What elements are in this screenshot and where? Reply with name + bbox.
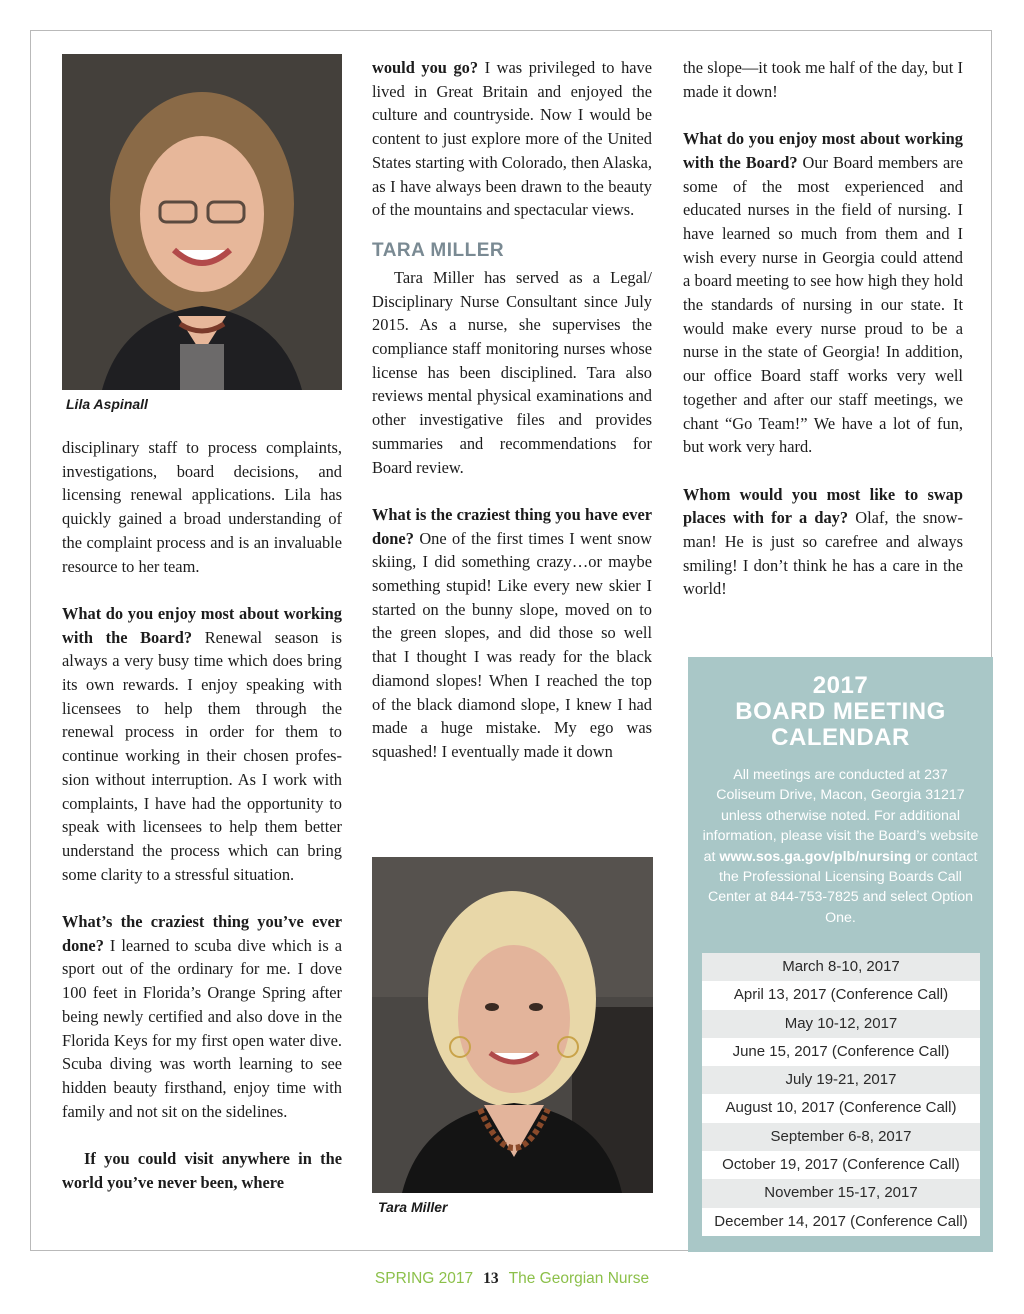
calendar-info-text-1: All meetings are conducted at 237 Coliseum Drive, Macon, Georgia 31217 unless otherwise noted. For additional information, please visit the Board’s website at [702, 767, 979, 865]
meeting-date-row: June 15, 2017 (Conference Call) [702, 1038, 980, 1066]
photo-caption-tara: Tara Miller [378, 1199, 448, 1215]
meeting-date-row: August 10, 2017 (Conference Call) [702, 1094, 980, 1122]
meeting-dates-list [702, 953, 980, 1236]
tara-answer-3: Olaf, the snowman! He is just so carefree and always smiling! I don’t think he has a care in the world! [683, 508, 963, 599]
board-meeting-calendar [688, 657, 993, 1252]
meeting-date-row: July 19-21, 2017 [702, 1066, 980, 1094]
meeting-date-row: September 6-8, 2017 [702, 1123, 980, 1151]
tara-q1-paragraph [372, 503, 652, 764]
calendar-title-line3: CALENDAR [771, 724, 910, 751]
tara-q2-paragraph [683, 127, 963, 459]
lila-question-1: What do you enjoy most about working with the Board? [62, 603, 342, 647]
lila-q1-paragraph [62, 602, 342, 886]
tara-q3-paragraph [683, 483, 963, 602]
meeting-date-row: April 13, 2017 (Conference Call) [702, 981, 980, 1009]
tara-answer-1: One of the first times I went snow skiing, I did something crazy…or maybe something stupid! Like every new skier I started on the bunny slope, moved on to the green slopes, and did those so well that I thought I was ready for the black diamond slopes! When I reached the top of the black diamond slope, I knew I had made a huge mistake. My ego was squashed! I eventually made it down [372, 528, 652, 761]
meeting-date-row: March 8-10, 2017 [702, 953, 980, 981]
footer-magazine-title: The Georgian Nurse [508, 1270, 650, 1287]
calendar-title-line2: BOARD MEETING [735, 698, 946, 725]
lila-aspinall-photo [62, 54, 342, 390]
lila-question-3: If you could visit anywhere in the world you’ve never been, where [62, 1149, 342, 1192]
tara-answer-1-continued: the slope—it took me half of the day, but I made it down! [683, 58, 963, 101]
section-heading-tara-miller: TARA MILLER [372, 239, 505, 261]
tara-answer-2: Our Board members are some of the most experienced and educated nurses in the field of nursing. I have learned so much from them and I wish every nurse in Georgia could attend a board meeting to see how high they hold the standards of nursing in our state. It would make every nurse proud to be a nurse in the state of Georgia! In addition, our office Board staff works very well together and after our staff meetings, we chant “Go Team!” We have a lot of fun, but work very hard. [683, 152, 963, 457]
lila-answer-3: I was privileged to have lived in Great Britain and enjoyed the culture and countryside. Now I would be content to just explore more of the United States starting with Colorado, then Alaska, as I have always been drawn to the beauty of the mountains and spectacular views. [372, 58, 653, 220]
calendar-title-year: 2017 [812, 672, 869, 699]
tara-question-1: What is the craziest thing you have ever done? [372, 504, 652, 548]
lila-intro-paragraph: disciplinary staff to process complaints, investigations, board decisions, and licensing renewal applications. Lila has quickly gained a broad understanding of the complaint process and is an invaluable resource to her team. [62, 438, 342, 576]
page-number: 13 [483, 1270, 499, 1287]
photo-caption-lila: Lila Aspinall [66, 396, 148, 412]
lila-q2-paragraph [62, 910, 342, 1123]
board-website-link[interactable]: www.sos.ga.gov/plb/nursing [719, 848, 912, 865]
lila-question-2: What’s the craziest thing you’ve ever done? [62, 912, 342, 955]
lila-answer-1: Renewal season is always a very busy time which does bring its own rewards. I enjoy speaking with licensees to help them through the renewal process in order for them to continue working in their chosen profession without interruption. As I work with complaints, I have had the opportunity to speak with licensees to help them better understand the process which can bring some clarity to a stressful situation. [62, 627, 342, 884]
meeting-date-row: November 15-17, 2017 [702, 1179, 980, 1207]
portrait-illustration [62, 54, 342, 390]
meeting-date-row: May 10-12, 2017 [702, 1010, 980, 1038]
tara-question-2: What do you enjoy most about working with the Board? [683, 129, 963, 172]
lila-question-3-continued: would you go? [372, 58, 479, 77]
left-column [62, 436, 342, 1194]
meeting-date-row: October 19, 2017 (Conference Call) [702, 1151, 980, 1179]
footer-season: SPRING 2017 [374, 1270, 474, 1287]
tara-intro-paragraph: Tara Miller has served as a Legal/ Disciplinary Nurse Consultant since July 2015. As a nurse, she supervises the compliance staff monitoring nurses whose license has been disciplined. Tara also reviews mental physical examinations and other investigative files and provides summaries and recommendations for Board review. [372, 267, 652, 477]
meeting-date-row: December 14, 2017 (Conference Call) [702, 1208, 980, 1236]
portrait-illustration [372, 857, 653, 1193]
lila-answer-2: I learned to scuba dive which is a sport out of the ordinary for me. I dove 100 feet in Florida’s Orange Spring after being newly certified and also dove in the Florida Keys for my first open water dive. Scuba diving was worth learning to see hidden beauty firsthand, enjoy time with family and not sit on the sidelines. [62, 935, 342, 1121]
lila-q3-paragraph [372, 56, 652, 222]
calendar-title [688, 673, 993, 751]
calendar-info-text-2: or contact the Professional Licensing Boards Call Center at 844-753-7825 and select Option One. [707, 848, 978, 926]
tara-miller-photo [372, 857, 653, 1193]
page-footer [0, 1270, 1024, 1288]
tara-question-3: Whom would you most like to swap places with for a day? [683, 484, 963, 528]
calendar-info [702, 765, 979, 928]
right-column [683, 56, 963, 601]
middle-column [372, 56, 652, 764]
